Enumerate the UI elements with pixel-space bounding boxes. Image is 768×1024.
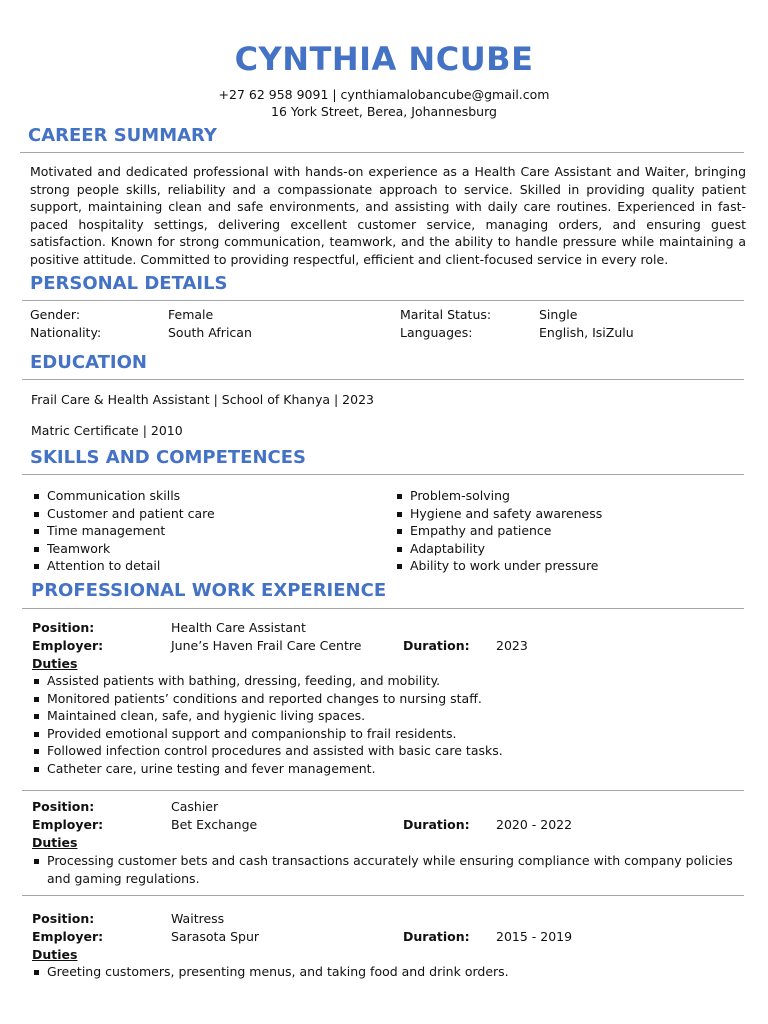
employer-label: Employer: (32, 929, 104, 944)
list-item: Attention to detail (31, 557, 215, 575)
duties-label: Duties (32, 656, 78, 671)
position-value: Cashier (171, 799, 219, 814)
gender-value: Female (168, 307, 214, 322)
skills-list-right (394, 487, 602, 575)
duration-label: Duration: (403, 638, 470, 653)
section-divider (22, 474, 744, 475)
experience-heading: PROFESSIONAL WORK EXPERIENCE (31, 580, 387, 601)
job-divider (22, 790, 744, 791)
personal-details-heading: PERSONAL DETAILS (30, 273, 228, 294)
list-item: Greeting customers, presenting menus, and taking food and drink orders. (31, 963, 743, 981)
employer-value: Bet Exchange (171, 817, 258, 832)
duration-value: 2015 - 2019 (496, 929, 573, 944)
employer-label: Employer: (32, 638, 104, 653)
list-item: Followed infection control procedures and assisted with basic care tasks. (31, 742, 743, 760)
employer-label: Employer: (32, 817, 104, 832)
nationality-label: Nationality: (30, 325, 102, 340)
position-label: Position: (32, 911, 95, 926)
marital-status-value: Single (539, 307, 578, 322)
education-heading: EDUCATION (30, 352, 147, 373)
duties-list (31, 672, 743, 778)
list-item: Hygiene and safety awareness (394, 505, 602, 523)
duties-list (31, 852, 743, 887)
list-item: Problem-solving (394, 487, 602, 505)
contact-line: +27 62 958 9091 | cynthiamalobancube@gmail.com (218, 87, 550, 102)
education-entry: Matric Certificate | 2010 (31, 423, 183, 438)
skills-list-left (31, 487, 215, 575)
section-divider (22, 300, 744, 301)
list-item: Monitored patients’ conditions and reported changes to nursing staff. (31, 690, 743, 708)
list-item: Time management (31, 522, 215, 540)
duration-value: 2020 - 2022 (496, 817, 573, 832)
section-divider (20, 152, 744, 153)
education-entry: Frail Care & Health Assistant | School of Khanya | 2023 (31, 392, 374, 407)
list-item: Empathy and patience (394, 522, 602, 540)
list-item: Assisted patients with bathing, dressing, feeding, and mobility. (31, 672, 743, 690)
list-item: Customer and patient care (31, 505, 215, 523)
list-item: Processing customer bets and cash transactions accurately while ensuring compliance with company policies and gaming regulations. (31, 852, 743, 887)
marital-status-label: Marital Status: (400, 307, 492, 322)
candidate-name: CYNTHIA NCUBE (234, 40, 534, 78)
duration-label: Duration: (403, 929, 470, 944)
position-label: Position: (32, 620, 95, 635)
position-label: Position: (32, 799, 95, 814)
job-divider (22, 895, 744, 896)
skills-heading: SKILLS AND COMPETENCES (30, 447, 307, 468)
duration-label: Duration: (403, 817, 470, 832)
duties-label: Duties (32, 835, 78, 850)
duties-list (31, 963, 743, 981)
nationality-value: South African (168, 325, 252, 340)
list-item: Adaptability (394, 540, 602, 558)
list-item: Catheter care, urine testing and fever management. (31, 760, 743, 778)
list-item: Provided emotional support and companionship to frail residents. (31, 725, 743, 743)
languages-value: English, IsiZulu (539, 325, 634, 340)
gender-label: Gender: (30, 307, 81, 322)
employer-value: June’s Haven Frail Care Centre (171, 638, 362, 653)
list-item: Maintained clean, safe, and hygienic living spaces. (31, 707, 743, 725)
employer-value: Sarasota Spur (171, 929, 260, 944)
position-value: Health Care Assistant (171, 620, 306, 635)
section-divider (22, 379, 744, 380)
list-item: Teamwork (31, 540, 215, 558)
duties-label: Duties (32, 947, 78, 962)
list-item: Ability to work under pressure (394, 557, 602, 575)
career-summary-text: Motivated and dedicated professional with hands-on experience as a Health Care Assistant and Waiter, bringing strong people skills, reliability and a compassionate approach to service. Skilled in providing quality patient support, maintaining clean and safe environments, and assisting with daily care routines. Experienced in fast-paced hospitality settings, delivering excellent customer service, managing orders, and ensuring guest satisfaction. Known for strong communication, teamwork, and the ability to handle pressure while maintaining a positive attitude. Committed to providing respectful, efficient and client-focused service in every role. (30, 164, 746, 267)
section-divider (22, 608, 744, 609)
languages-label: Languages: (400, 325, 473, 340)
duration-value: 2023 (496, 638, 528, 653)
career-summary-heading: CAREER SUMMARY (28, 125, 217, 146)
position-value: Waitress (171, 911, 225, 926)
address-line: 16 York Street, Berea, Johannesburg (271, 104, 497, 119)
list-item: Communication skills (31, 487, 215, 505)
